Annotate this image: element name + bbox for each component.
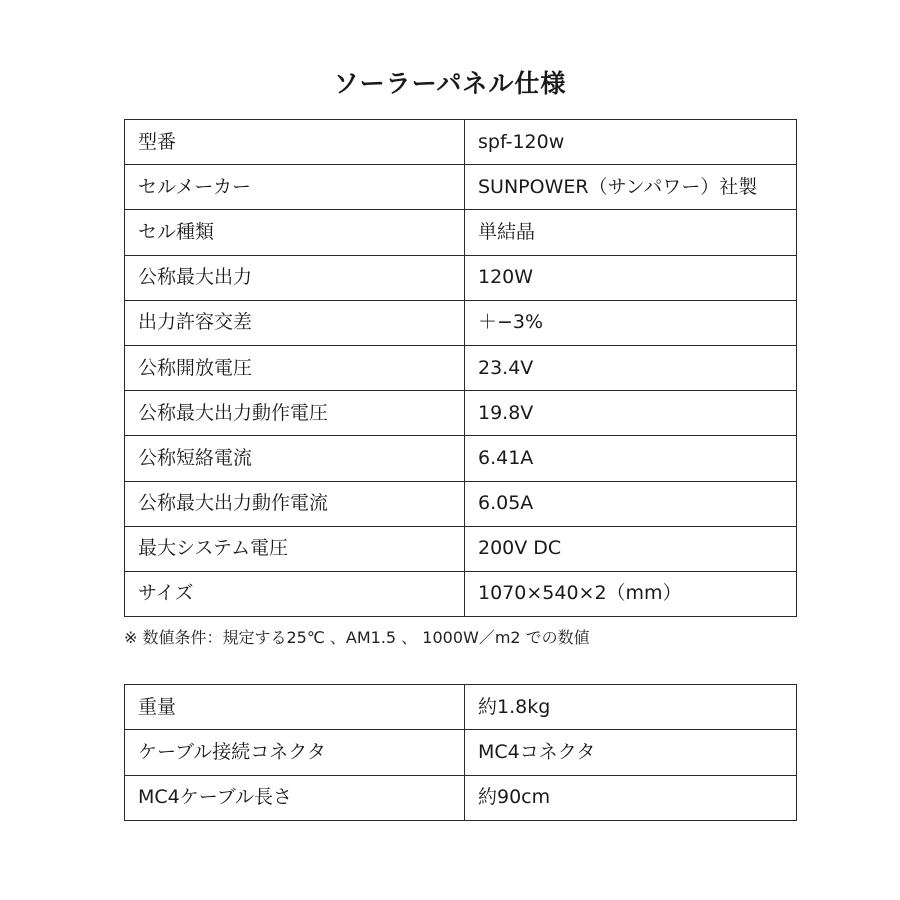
row-label: 型番 xyxy=(125,120,465,165)
row-label: 公称短絡電流 xyxy=(125,436,465,481)
row-label: MC4ケーブル長さ xyxy=(125,775,465,820)
row-label: 公称開放電圧 xyxy=(125,345,465,390)
row-label: 公称最大出力動作電圧 xyxy=(125,391,465,436)
row-value: spf-120w xyxy=(465,120,797,165)
table-row xyxy=(125,436,797,481)
row-label: 出力許容交差 xyxy=(125,300,465,345)
row-value: 6.41A xyxy=(465,436,797,481)
row-label: 重量 xyxy=(125,685,465,730)
row-label: サイズ xyxy=(125,571,465,616)
table-row xyxy=(125,165,797,210)
spec-table xyxy=(124,119,797,617)
row-value: 120W xyxy=(465,255,797,300)
table-row xyxy=(125,391,797,436)
row-label: ケーブル接続コネクタ xyxy=(125,730,465,775)
row-label: 公称最大出力動作電流 xyxy=(125,481,465,526)
row-label: 公称最大出力 xyxy=(125,255,465,300)
footnote: ※ 数値条件：規定する25℃ 、AM1.5 、 1000W／m2 での数値 xyxy=(124,628,590,647)
table-row xyxy=(125,300,797,345)
row-value: 約1.8kg xyxy=(465,685,797,730)
table-row xyxy=(125,255,797,300)
table-row xyxy=(125,345,797,390)
row-value: SUNPOWER（サンパワー）社製 xyxy=(465,165,797,210)
table-row xyxy=(125,120,797,165)
row-label: セル種類 xyxy=(125,210,465,255)
row-value: 19.8V xyxy=(465,391,797,436)
table-row xyxy=(125,685,797,730)
row-value: 単結晶 xyxy=(465,210,797,255)
row-value: 200V DC xyxy=(465,526,797,571)
accessory-table xyxy=(124,684,797,821)
table-row xyxy=(125,210,797,255)
row-value: MC4コネクタ xyxy=(465,730,797,775)
row-value: 約90cm xyxy=(465,775,797,820)
row-label: セルメーカー xyxy=(125,165,465,210)
row-value: ＋−3% xyxy=(465,300,797,345)
table-row xyxy=(125,526,797,571)
row-label: 最大システム電圧 xyxy=(125,526,465,571)
table-row xyxy=(125,481,797,526)
page-title: ソーラーパネル仕様 xyxy=(333,69,567,98)
row-value: 1070×540×2（mm） xyxy=(465,571,797,616)
table-row xyxy=(125,775,797,820)
row-value: 23.4V xyxy=(465,345,797,390)
table-row xyxy=(125,571,797,616)
table-row xyxy=(125,730,797,775)
row-value: 6.05A xyxy=(465,481,797,526)
